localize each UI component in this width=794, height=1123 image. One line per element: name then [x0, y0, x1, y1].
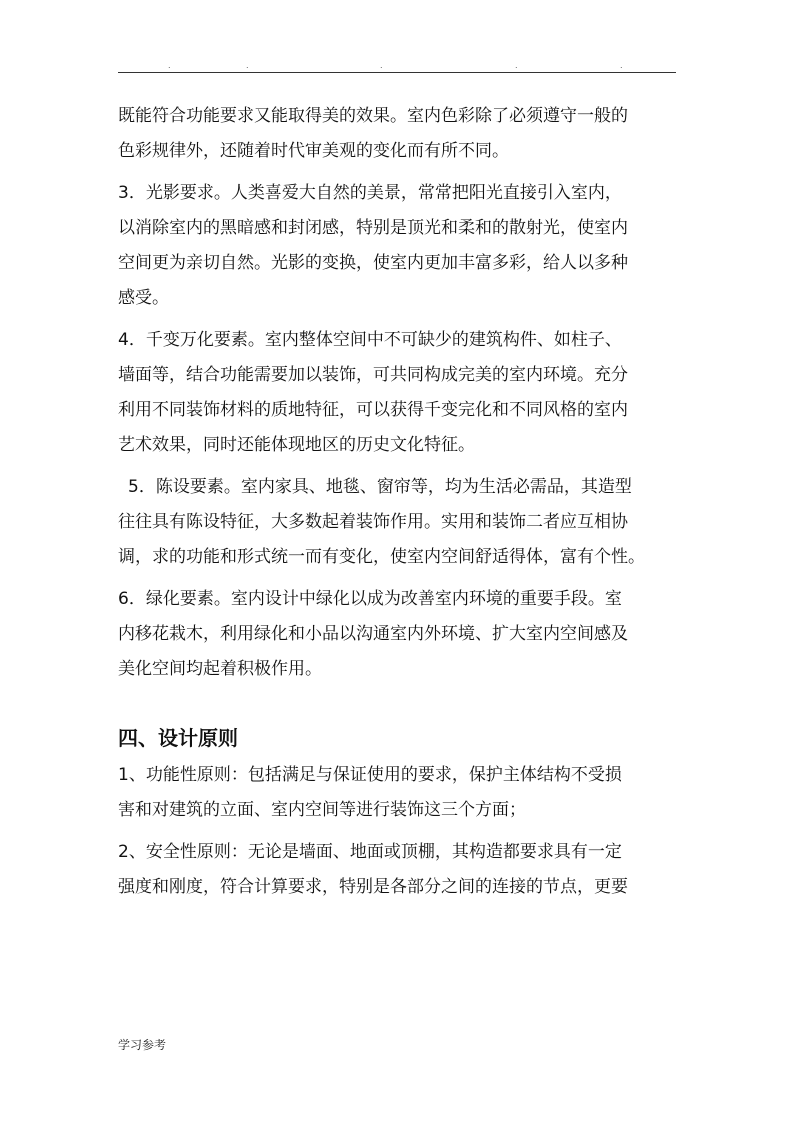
text-line: 4．千变万化要素。室内整体空间中不可缺少的建筑构件、如柱子、: [118, 330, 622, 350]
text-line: 6．绿化要素。室内设计中绿化以成为改善室内环境的重要手段。室: [118, 589, 622, 609]
text-line: 强度和刚度，符合计算要求，特别是各部分之间的连接的节点，更要: [118, 877, 628, 897]
text-line: 1、功能性原则：包括满足与保证使用的要求，保护主体结构不受损: [118, 765, 622, 785]
paragraph-variation: [118, 323, 678, 463]
text-line: 利用不同装饰材料的质地特征，可以获得千变完化和不同风格的室内: [118, 400, 628, 420]
text-line: 色彩规律外，还随着时代审美观的变化而有所不同。: [118, 141, 509, 161]
text-line: 往往具有陈设特征，大多数起着装饰作用。实用和装饰二者应互相协: [118, 512, 628, 532]
text-line: 5．陈设要素。室内家具、地毯、窗帘等，均为生活必需品，其造型: [128, 477, 632, 497]
text-line: 美化空间均起着积极作用。: [118, 659, 322, 679]
paragraph-functional-principle: [118, 758, 678, 828]
text-line: 3．光影要求。人类喜爱大自然的美景，常常把阳光直接引入室内，: [118, 183, 622, 203]
text-line: 感受。: [118, 288, 169, 308]
text-line: 以消除室内的黑暗感和封闭感，特别是顶光和柔和的散射光，使室内: [118, 218, 628, 238]
text-line: 墙面等，结合功能需要加以装饰，可共同构成完美的室内环境。充分: [118, 365, 628, 385]
section-heading: 四、设计原则: [118, 726, 238, 750]
document-body: [118, 99, 678, 905]
text-line: 2、安全性原则：无论是墙面、地面或顶棚，其构造都要求具有一定: [118, 842, 622, 862]
text-line: 艺术效果，同时还能体现地区的历史文化特征。: [118, 435, 475, 455]
header-dot: .: [168, 61, 171, 70]
paragraph-light-shadow: [118, 176, 678, 316]
paragraph-color-continued: [118, 99, 678, 169]
text-line: 害和对建筑的立面、室内空间等进行装饰这三个方面；: [118, 800, 526, 820]
text-line: 调，求的功能和形式统一而有变化，使室内空间舒适得体，富有个性。: [118, 547, 645, 567]
text-line: 内移花栽木，利用绿化和小品以沟通室内外环境、扩大室内空间感及: [118, 624, 628, 644]
text-line: 空间更为亲切自然。光影的变换，使室内更加丰富多彩，给人以多种: [118, 253, 628, 273]
header-dot: .: [380, 61, 383, 70]
paragraph-greening: [118, 582, 678, 687]
header-rule: [118, 72, 676, 73]
header-dot: .: [246, 61, 249, 70]
text-line: 既能符合功能要求又能取得美的效果。室内色彩除了必须遵守一般的: [118, 106, 628, 126]
paragraph-furnishing: [118, 470, 678, 575]
paragraph-safety-principle: [118, 835, 678, 905]
header-dot: .: [620, 61, 623, 70]
header-dot: .: [515, 61, 518, 70]
footer-label: 学习参考: [118, 1038, 167, 1052]
